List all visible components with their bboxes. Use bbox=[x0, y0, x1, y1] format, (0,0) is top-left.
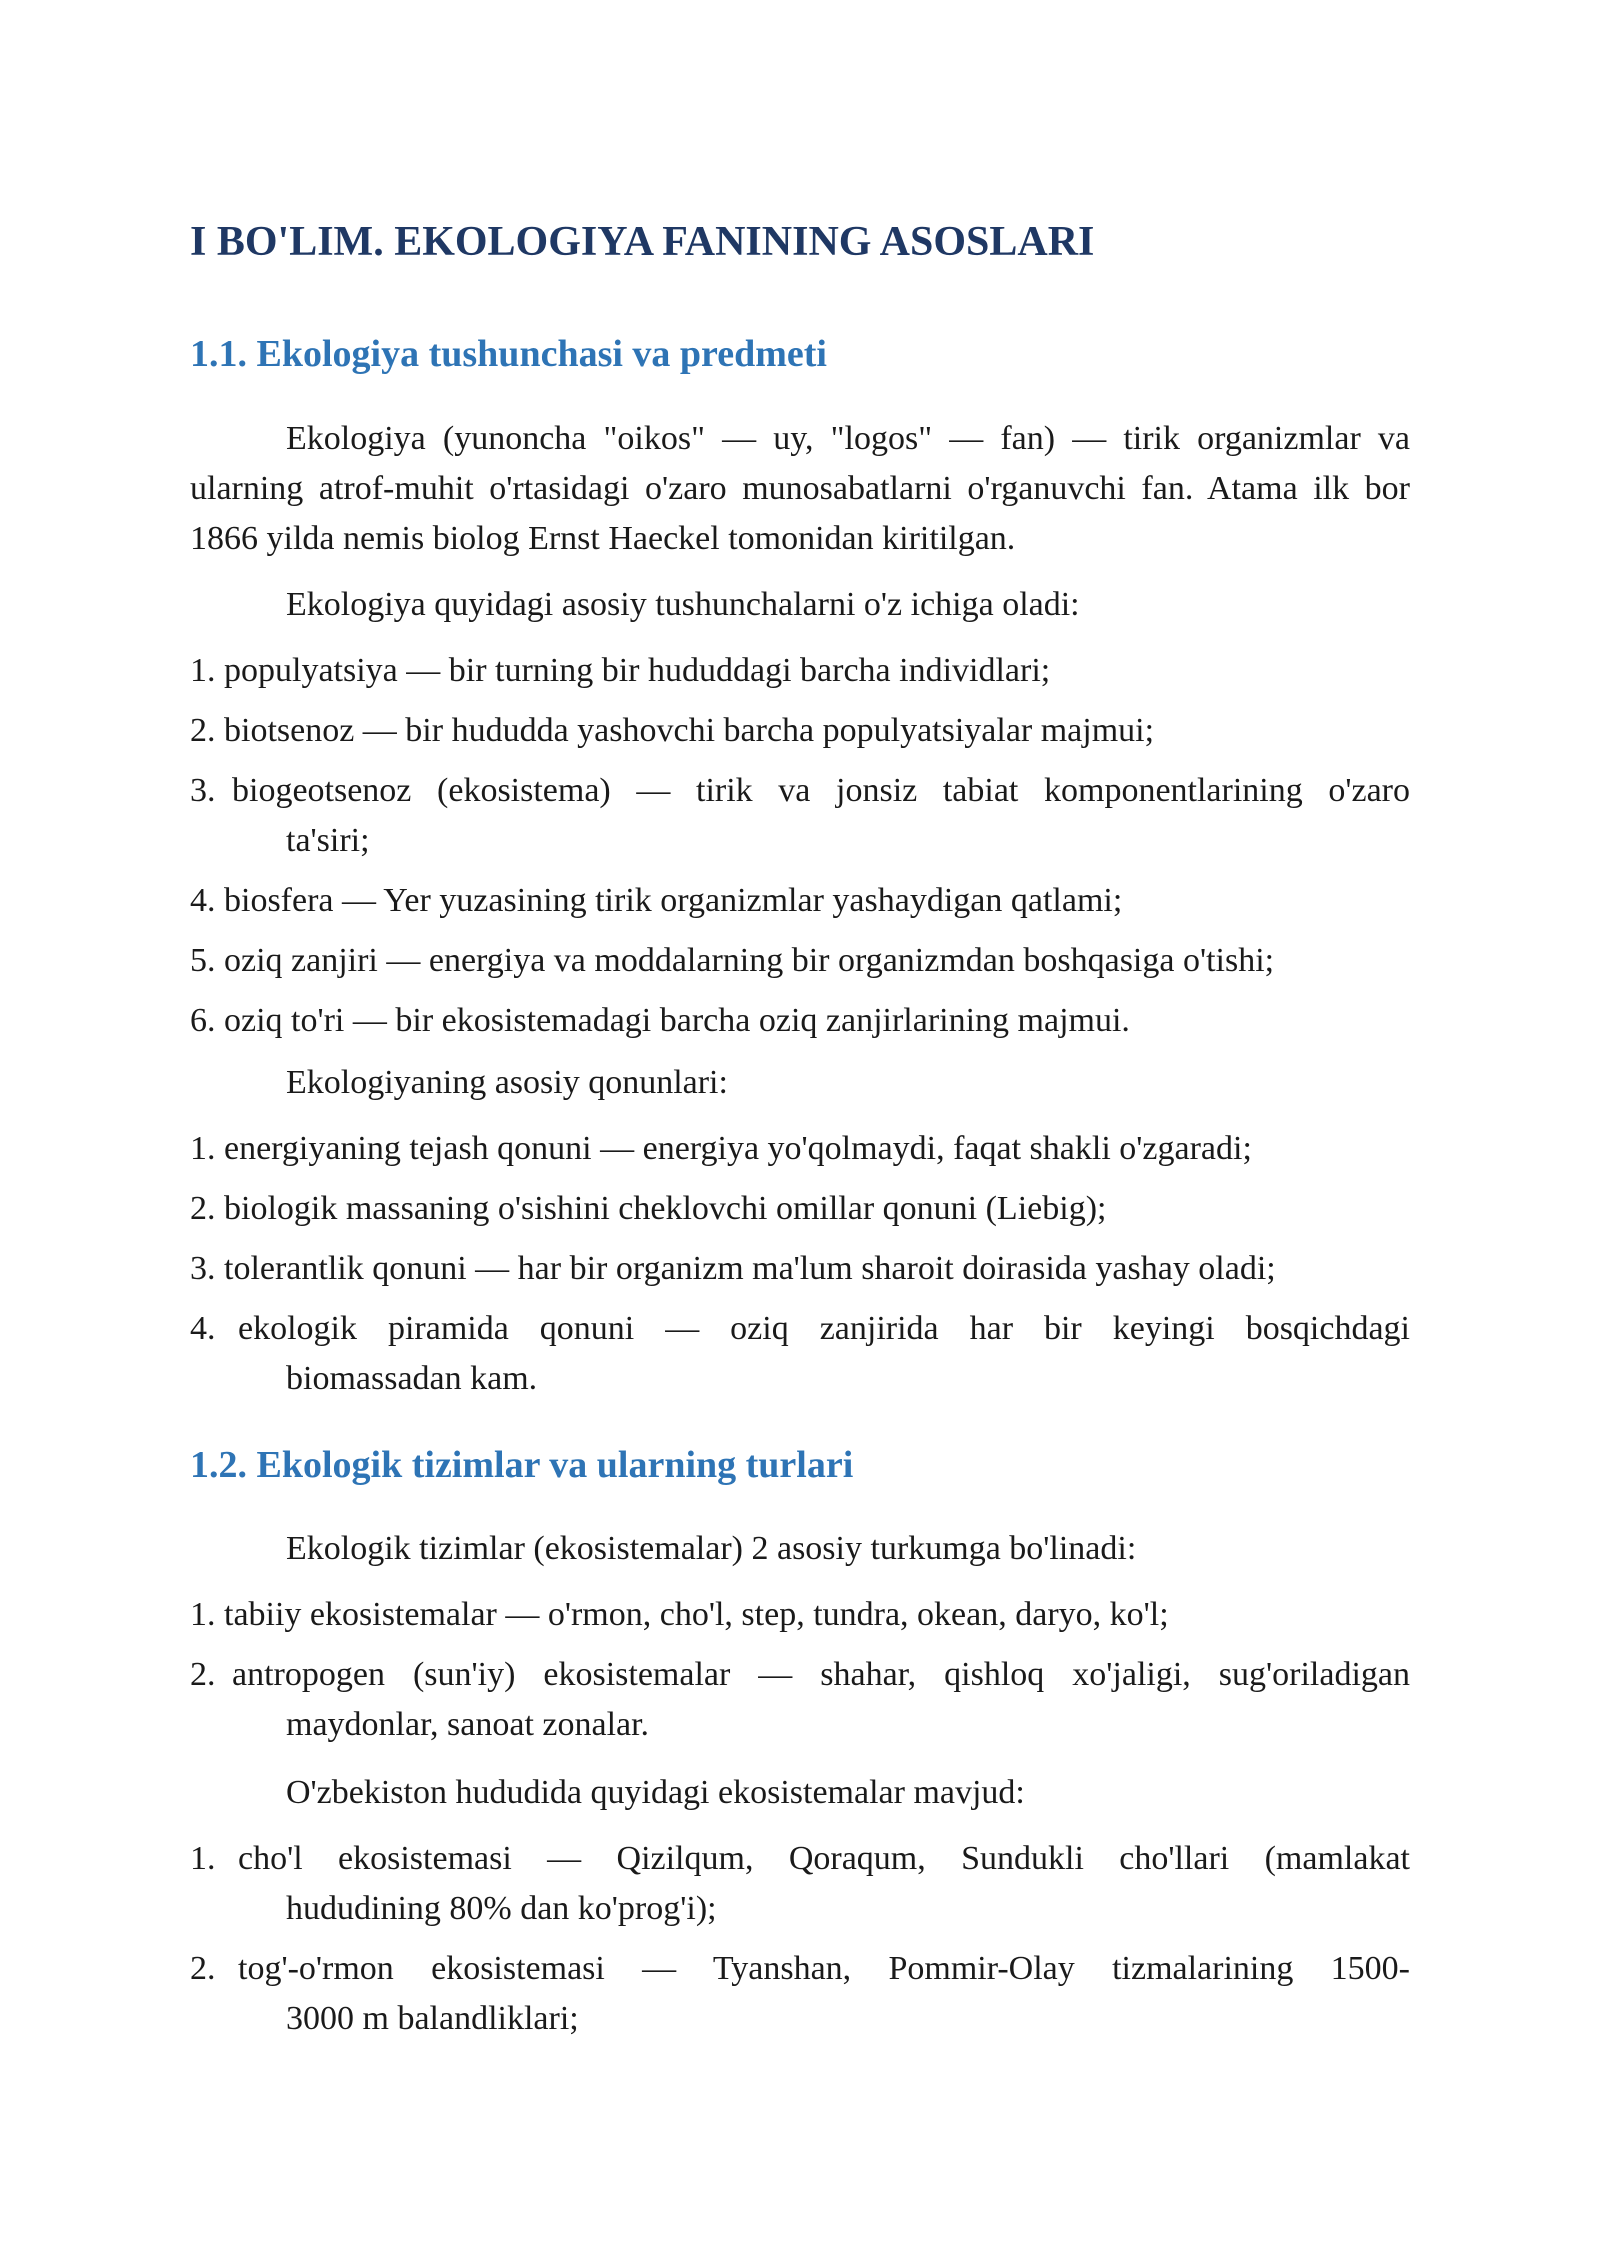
ecosystem-types-list bbox=[190, 1590, 1410, 1760]
chapter-title: I BO'LIM. EKOLOGIYA FANINING ASOSLARI bbox=[190, 219, 1095, 265]
laws-lead-paragraph: Ekologiyaning asosiy qonunlari: bbox=[286, 1064, 728, 1101]
list-item-text bbox=[190, 1834, 1410, 1934]
list-item-text: biotsenoz — bir hududda yashovchi barcha populyatsiyalar majmui; bbox=[224, 712, 1155, 749]
list-item-number: 1. bbox=[190, 1130, 224, 1167]
list-item bbox=[190, 1944, 1410, 2044]
list-item-text-continuation: 3000 m balandliklari; bbox=[286, 2000, 579, 2037]
list-item-text bbox=[190, 1650, 1410, 1750]
list-item-number: 2. bbox=[190, 1950, 224, 1987]
list-item-text: tabiiy ekosistemalar — o'rmon, cho'l, step, tundra, okean, daryo, ko'l; bbox=[224, 1596, 1169, 1633]
list-item bbox=[190, 1834, 1410, 1934]
list-item-number: 3. bbox=[190, 1250, 224, 1287]
list-item-number: 6. bbox=[190, 1002, 224, 1039]
list-item-number: 5. bbox=[190, 942, 224, 979]
list-item-text-line: antropogen (sun'iy) ekosistemalar — shahar, qishloq xo'jaligi, sug'oriladigan bbox=[232, 1656, 1410, 1693]
types-lead-paragraph: Ekologik tizimlar (ekosistemalar) 2 asosiy turkumga bo'linadi: bbox=[286, 1530, 1137, 1567]
list-item-text bbox=[190, 766, 1410, 866]
list-item-text-line: ekologik piramida qonuni — oziq zanjirida har bir keyingi bosqichdagi bbox=[238, 1310, 1410, 1347]
list-item-text: biologik massaning o'sishini cheklovchi omillar qonuni (Liebig); bbox=[224, 1190, 1107, 1227]
list-item-text-continuation: ta'siri; bbox=[286, 822, 370, 859]
list-item-text-line: cho'l ekosistemasi — Qizilqum, Qoraqum, Sundukli cho'llari (mamlakat bbox=[238, 1840, 1410, 1877]
uzbekistan-ecosystems-list bbox=[190, 1834, 1410, 2054]
list-item-number: 2. bbox=[190, 1190, 224, 1227]
list-item-number: 1. bbox=[190, 652, 224, 689]
list-item-number: 2. bbox=[190, 712, 224, 749]
concepts-lead-paragraph: Ekologiya quyidagi asosiy tushunchalarni o'z ichiga oladi: bbox=[286, 586, 1080, 623]
section-2-title: 1.2. Ekologik tizimlar va ularning turlari bbox=[190, 1444, 854, 1486]
concepts-list bbox=[190, 646, 1410, 1056]
list-item-number: 4. bbox=[190, 1310, 224, 1347]
laws-list bbox=[190, 1124, 1410, 1414]
list-item-text bbox=[190, 1304, 1410, 1404]
list-item-text bbox=[190, 1944, 1410, 2044]
section-1-intro-paragraph: Ekologiya (yunoncha "oikos" — uy, "logos" — fan) — tirik organizmlar va ularning atrof-muhit o'rtasidagi o'zaro munosabatlarni o'rganuvchi fan. Atama ilk bor 1866 yilda nemis biolog Ernst Haeckel tomonidan kiritilgan. bbox=[190, 420, 1410, 557]
list-item-text: oziq zanjiri — energiya va moddalarning bir organizmdan boshqasiga o'tishi; bbox=[224, 942, 1275, 979]
list-item-text-continuation: hududining 80% dan ko'prog'i); bbox=[286, 1890, 717, 1927]
list-item bbox=[190, 1124, 1410, 1174]
list-item bbox=[190, 1650, 1410, 1750]
list-item bbox=[190, 1590, 1410, 1640]
list-item bbox=[190, 1184, 1410, 1234]
list-item-text: biosfera — Yer yuzasining tirik organizmlar yashaydigan qatlami; bbox=[224, 882, 1123, 919]
list-item bbox=[190, 646, 1410, 696]
list-item-text: populyatsiya — bir turning bir hududdagi barcha individlari; bbox=[224, 652, 1051, 689]
list-item-text-line: tog'-o'rmon ekosistemasi — Tyanshan, Pommir-Olay tizmalarining 1500- bbox=[238, 1950, 1410, 1987]
list-item bbox=[190, 706, 1410, 756]
list-item-text-continuation: biomassadan kam. bbox=[286, 1360, 538, 1397]
list-item-text-line: biogeotsenoz (ekosistema) — tirik va jonsiz tabiat komponentlarining o'zaro bbox=[232, 772, 1410, 809]
list-item-number: 4. bbox=[190, 882, 224, 919]
list-item-text: tolerantlik qonuni — har bir organizm ma'lum sharoit doirasida yashay oladi; bbox=[224, 1250, 1276, 1287]
uzbekistan-lead-paragraph: O'zbekiston hududida quyidagi ekosistemalar mavjud: bbox=[286, 1774, 1025, 1811]
list-item-text: oziq to'ri — bir ekosistemadagi barcha oziq zanjirlarining majmui. bbox=[224, 1002, 1130, 1039]
list-item bbox=[190, 996, 1410, 1046]
list-item bbox=[190, 1304, 1410, 1404]
list-item bbox=[190, 1244, 1410, 1294]
list-item-number: 1. bbox=[190, 1840, 224, 1877]
list-item bbox=[190, 936, 1410, 986]
list-item-number: 3. bbox=[190, 772, 224, 809]
list-item-text: energiyaning tejash qonuni — energiya yo'qolmaydi, faqat shakli o'zgaradi; bbox=[224, 1130, 1252, 1167]
section-1-title: 1.1. Ekologiya tushunchasi va predmeti bbox=[190, 333, 827, 375]
list-item-number: 1. bbox=[190, 1596, 224, 1633]
list-item-number: 2. bbox=[190, 1656, 224, 1693]
list-item-text-continuation: maydonlar, sanoat zonalar. bbox=[286, 1706, 650, 1743]
list-item bbox=[190, 876, 1410, 926]
list-item bbox=[190, 766, 1410, 866]
